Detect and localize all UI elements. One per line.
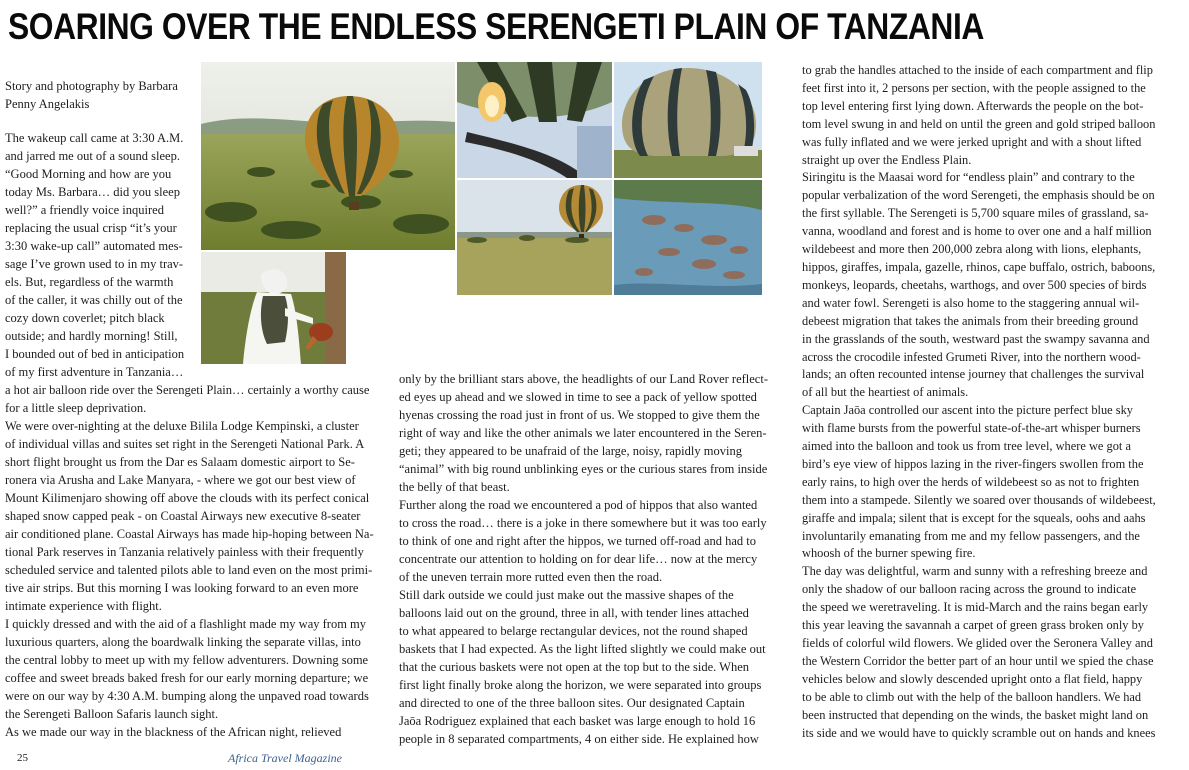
paragraph: We were over-nighting at the deluxe Bilila Lodge Kempinski, a cluster of individual villas and suites set right in the Serengeti National Park. A short flight brought us from the Dar es Salaam domestic airport to Se- ronera via Arusha and Lake Manyara, - where we got our best view of Mount Kilimenjaro showing off above the clouds with its perfect conical shaped snow capped peak - on Coastal Airways new executive 8-seater air conditioned plane. Coastal Airways has made hip-hoping between Na- tional Park reserves in Tanzania relatively painless with their frequently scheduled service and talented pilots able to land even on the most primi- tive air strips. But this morning I was looking forward to an even more intimate experience with flight. (5, 419, 374, 613)
photo-balloon-inflating (614, 62, 762, 178)
paragraph: a hot air balloon ride over the Serengeti Plain… certainly a worthy cause for a little sleep deprivation. (5, 383, 370, 415)
photo-hippos-river (614, 180, 762, 295)
headline: SOARING OVER THE ENDLESS SERENGETI PLAIN OF TANZANIA (8, 6, 984, 47)
photo-maasai-pouring (201, 252, 346, 364)
paragraph: Siringitu is the Maasai word for “endless plain” and contrary to the popular verbalization of the word Serengeti, the emphasis should be on the first syllable. The Serengeti is 5,700 square miles of grassland, sa- vanna, woodland and forest and is home to over one and a half million wildebeest and more then 200,000 zebra along with lions, elephants, hippos, giraffes, impala, gazelle, rhinos, cape buffalo, ostrich, baboons, monkeys, leopards, cheetahs, warthogs, and over 500 species of birds and water fowl. Serengeti is also home to the staggering annual wil- debeest migration that takes the animals from their breeding ground in the grasslands of the south, westward past the swampy savanna and across the crocodile infested Grumeti River, into the northern wood- lands; an often recounted intense journey that challenges the survival of all but the heartiest of animals. (802, 170, 1156, 400)
paragraph: The day was delightful, warm and sunny with a refreshing breeze and only the shadow of our balloon racing across the ground to indicate the speed we weretraveling. It is mid-March and the rains began early this year leaving the savannah a carpet of green grass broken only by fields of colorful wild flowers. We glided over the Seronera Valley and the Western Corridor the better part of an hour until we spied the chase vehicles below and slowly descended upright onto a flat field, happy to be able to climb out with the help of the balloon handlers. We had been instructed that depending on the winds, the basket might land on its side and we would have to quickly scramble out on hands and knees (802, 564, 1156, 740)
column-1-text (5, 381, 390, 741)
paragraph: to grab the handles attached to the inside of each compartment and flip feet first into it, 2 persons per section, with the people assigned to the top level entering first lying down. Afterwards the people on the bot- tom level swung in and held on until the green and gold striped balloon was fully inflated and we were jerked upright and with a shout lifted straight up over the Endless Plain. (802, 63, 1156, 167)
intro-text (5, 129, 201, 381)
paragraph: As we made our way in the blackness of the African night, relieved (5, 725, 342, 739)
paragraph: Captain Jaōa controlled our ascent into the picture perfect blue sky with flame bursts from the powerful state-of-the-art whisper burners aimed into the balloon and took us from tree level, where we got a bird’s eye view of hippos lazing in the river-fingers swollen from the early rains, to high over the herds of wildebeest so as not to frighten them into a stampede. Silently we soared over thousands of wildebeest, giraffe and impala; silent that is except for the squeals, oohs and aahs involuntarily emanating from me and my fellow passengers, and the whoosh of the burner spewing fire. (802, 403, 1156, 561)
column-2-text (399, 370, 794, 748)
column-3-text (802, 62, 1187, 742)
paragraph: I quickly dressed and with the aid of a flashlight made my way from my luxurious quarters, along the boardwalk linking the separate villas, into the central lobby to meet up with my fellow adventurers. Downing some coffee and sweet breads baked fresh for our early morning departure; we were on our way by 4:30 A.M. bumping along the unpaved road towards the Serengeti Balloon Safaris launch sight. (5, 617, 369, 721)
photo-balloon-over-savanna (201, 62, 455, 250)
byline-block (5, 77, 201, 113)
paragraph: Still dark outside we could just make out the massive shapes of the balloons laid out on the ground, three in all, with tender lines attached to what appeared to belarge rectangular devices, not the round shaped baskets that I had expected. As the light lifted slightly we could make out that the curious baskets were not open at the top but to the side. When first light finally broke along the horizon, we were separated into groups and directed to one of the three balloon sites. Our designated Captain Jaōa Rodriguez explained that each basket was large enough to hold 16 people in 8 separated compartments, 4 on either side. He explained how (399, 588, 766, 746)
intro-paragraph: The wakeup call came at 3:30 A.M. and jarred me out of a sound sleep. “Good Morning and how are you today Ms. Barbara… did you sleep well?” a friendly voice inquired replacing the usual crisp “it’s your 3:30 wake-up call” automated mes- sage I’ve grown used to in my trav- els. But, regardless of the warmth of the caller, it was chilly out of the cozy down coverlet; pitch black outside; and hardly morning! Still, I bounded out of bed in anticipation of my first adventure in Tanzania… (5, 131, 185, 379)
photo-balloon-above-plain (457, 180, 612, 295)
paragraph: Further along the road we encountered a pod of hippos that also wanted to cross the road… there is a joke in there somewhere but it was too early to think of one and right after the hippos, we turned off-road and had to concentrate our attention to holding on for dear life… now at the mercy of the uneven terrain more rutted even then the road. (399, 498, 767, 584)
photo-burner-flame (457, 62, 612, 178)
paragraph: only by the brilliant stars above, the headlights of our Land Rover reflect- ed eyes up ahead and we slowed in time to see a pack of yellow spotted hyenas crossing the road just in front of us. We stopped to give them the right of way and like the other animals we later encountered in the Seren- geti; they appeared to be unafraid of the large, noisy, rapidly moving “animal” with big round unblinking eyes or the curious stares from inside the belly of that beast. (399, 372, 768, 494)
page-number: 25 (17, 752, 28, 764)
magazine-name: Africa Travel Magazine (228, 751, 342, 765)
byline: Story and photography by Barbara Penny Angelakis (5, 79, 178, 111)
